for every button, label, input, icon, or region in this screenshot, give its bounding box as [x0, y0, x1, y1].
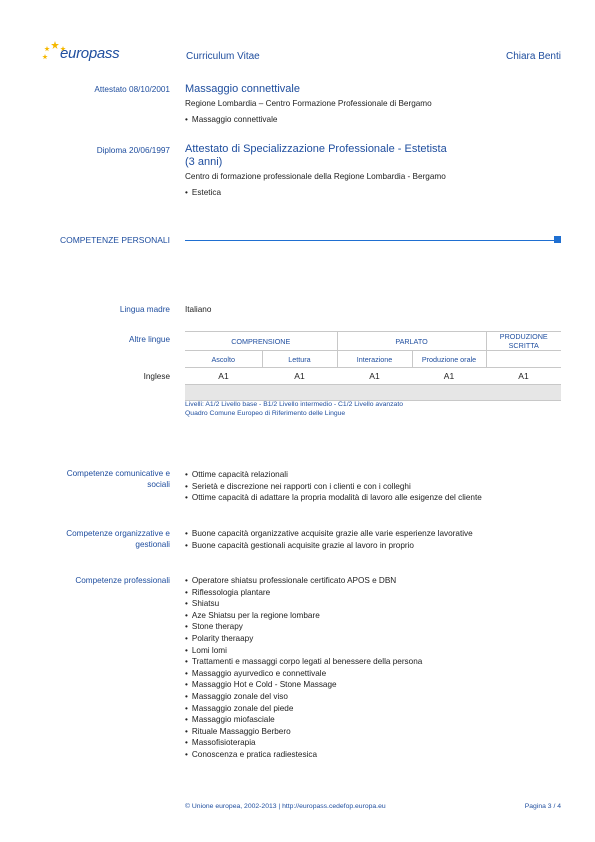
section-title: COMPETENZE PERSONALI — [59, 235, 170, 245]
levels-note-line: Livelli: A1/2 Livello base - B1/2 Livello intermedio - C1/2 Livello avanzato — [185, 401, 403, 408]
list-item: • Shiatsu — [185, 598, 422, 610]
list-item: • Massaggio zonale del piede — [185, 703, 422, 715]
section-divider-marker — [554, 236, 561, 243]
communicative-list — [185, 469, 482, 504]
list-item: • Massaggio connettivale — [185, 114, 277, 126]
list-item: • Serietà e discrezione nei rapporti con i clienti e con i colleghi — [185, 481, 482, 493]
table-subheader: Lettura — [262, 351, 337, 368]
list-item: • Operatore shiatsu professionale certificato APOS e DBN — [185, 575, 422, 587]
education-items — [185, 114, 277, 126]
professional-label: Competenze professionali — [75, 576, 170, 585]
table-header: PRODUZIONE SCRITTA — [486, 332, 561, 351]
education-date-label: Attestato 08/10/2001 — [94, 85, 170, 94]
list-item: • Massaggio ayurvedico e connettivale — [185, 668, 422, 680]
levels-note — [185, 400, 403, 418]
list-item: • Ottime capacità relazionali — [185, 469, 482, 481]
list-item: • Lomi lomi — [185, 645, 422, 657]
list-item: • Massofisioterapia — [185, 737, 422, 749]
education-items — [185, 187, 221, 199]
level-cell: A1 — [218, 371, 229, 381]
list-item: • Massaggio Hot e Cold - Stone Massage — [185, 679, 422, 691]
education-title — [185, 143, 447, 168]
mother-tongue-label: Lingua madre — [119, 305, 170, 314]
table-subheader-row — [185, 351, 561, 368]
education-organisation: Regione Lombardia – Centro Formazione Professionale di Bergamo — [185, 99, 432, 108]
education-title: Massaggio connettivale — [185, 83, 300, 95]
list-item: • Massaggio miofasciale — [185, 714, 422, 726]
table-row — [185, 368, 561, 385]
section-divider — [185, 240, 555, 241]
organisational-list — [185, 528, 473, 551]
table-subheader-empty — [486, 351, 561, 368]
list-item: • Stone therapy — [185, 621, 422, 633]
label-line: gestionali — [135, 540, 170, 549]
level-cell: A1 — [369, 371, 380, 381]
language-name: Inglese — [143, 372, 170, 381]
level-cell: A1 — [294, 371, 305, 381]
professional-list — [185, 575, 422, 761]
label-line: Competenze comunicative e — [66, 469, 170, 478]
table-header: COMPRENSIONE — [185, 332, 337, 351]
list-item: • Polarity theraapy — [185, 633, 422, 645]
organisational-label — [10, 528, 170, 550]
footer-page-number: Pagina 3 / 4 — [524, 803, 561, 810]
list-item: • Trattamenti e massaggi corpo legati al benessere della persona — [185, 656, 422, 668]
education-organisation: Centro di formazione professionale della Regione Lombardia - Bergamo — [185, 172, 446, 181]
person-name: Chiara Benti — [505, 51, 561, 62]
table-subheader: Interazione — [337, 351, 412, 368]
certificate-cell — [185, 385, 561, 401]
level-cell: A1 — [443, 371, 455, 381]
list-item: • Ottime capacità di adattare la propria modalità di lavoro alle esigenze del cliente — [185, 492, 482, 504]
education-date-label: Diploma 20/06/1997 — [96, 146, 170, 155]
mother-tongue-value: Italiano — [185, 305, 212, 314]
list-item: • Rituale Massaggio Berbero — [185, 726, 422, 738]
doc-title: Curriculum Vitae — [186, 51, 260, 62]
education-title-line: Attestato di Specializzazione Professionale - Estetista — [185, 143, 447, 155]
list-item: • Aze Shiatsu per la regione lombare — [185, 610, 422, 622]
table-header: PARLATO — [337, 332, 486, 351]
table-subheader: Produzione orale — [412, 351, 486, 368]
table-subheader: Ascolto — [185, 351, 262, 368]
table-certificate-row — [185, 385, 561, 401]
other-languages-label: Altre lingue — [129, 335, 170, 344]
education-title-line: (3 anni) — [185, 155, 223, 168]
list-item: • Riflessologia plantare — [185, 587, 422, 599]
table-header-row — [185, 332, 561, 351]
list-item: • Buone capacità gestionali acquisite grazie al lavoro in proprio — [185, 540, 473, 552]
communicative-label — [10, 468, 170, 490]
list-item: • Estetica — [185, 187, 221, 199]
label-line: sociali — [147, 480, 170, 489]
list-item: • Conoscenza e pratica radiestesica — [185, 749, 422, 761]
language-table — [185, 331, 561, 401]
list-item: • Massaggio zonale del viso — [185, 691, 422, 703]
footer-copyright: © Unione europea, 2002-2013 | http://europass.cedefop.europa.eu — [185, 803, 386, 810]
logo-text: europass — [60, 45, 120, 62]
list-item: • Buone capacità organizzative acquisite grazie alle varie esperienze lavorative — [185, 528, 473, 540]
level-cell: A1 — [518, 371, 529, 381]
label-line: Competenze organizzative e — [66, 529, 170, 538]
levels-note-line: Quadro Comune Europeo di Riferimento delle Lingue — [185, 410, 346, 417]
europass-logo — [42, 40, 132, 66]
